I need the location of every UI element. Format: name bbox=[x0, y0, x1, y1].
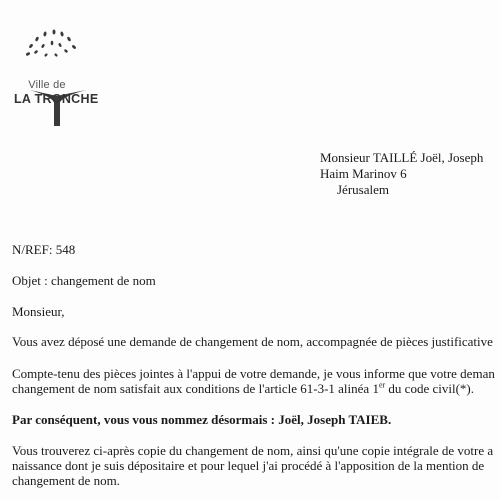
paragraph-1: Vous avez déposé une demande de changement de nom, accompagnée de pièces justificative bbox=[12, 334, 493, 349]
paragraph-2-line-2-text: changement de nom satisfait aux conditions de l'article 61-3-1 alinéa 1 bbox=[12, 381, 379, 396]
recipient-city: Jérusalem bbox=[337, 182, 389, 197]
paragraph-4 bbox=[12, 443, 493, 488]
paragraph-3-new-name: Par conséquent, vous vous nommez désormais : Joël, Joseph TAIEB. bbox=[12, 412, 392, 427]
paragraph-2-line-1: Compte-tenu des pièces jointes à l'appui de votre demande, je vous informe que votre deman bbox=[12, 366, 495, 381]
paragraph-2-line-2-end: du code civil(*). bbox=[385, 381, 474, 396]
logo-line1: Ville de bbox=[28, 79, 66, 91]
reference-number: N/REF: 548 bbox=[12, 242, 76, 257]
logo-town-name: LA TRONCHE bbox=[14, 92, 99, 106]
town-logo bbox=[10, 22, 110, 132]
paragraph-4-line-2: naissance dont je suis dépositaire et pour lequel j'ai procédé à l'apposition de la mention de bbox=[12, 458, 485, 473]
paragraph-2 bbox=[12, 366, 495, 396]
letter-subject: Objet : changement de nom bbox=[12, 273, 156, 288]
tree-of-dots-icon bbox=[10, 22, 110, 132]
recipient-address bbox=[320, 150, 483, 198]
paragraph-2-line-2 bbox=[12, 381, 495, 396]
paragraph-4-line-3: changement de nom. bbox=[12, 473, 120, 488]
superscript-er: er bbox=[378, 380, 386, 390]
paragraph-4-line-1: Vous trouverez ci-après copie du changement de nom, ainsi qu'une copie intégrale de votre a bbox=[12, 443, 494, 458]
recipient-name: Monsieur TAILLÉ Joël, Joseph bbox=[320, 150, 484, 165]
recipient-street: Haim Marinov 6 bbox=[320, 166, 407, 181]
salutation: Monsieur, bbox=[12, 304, 65, 319]
